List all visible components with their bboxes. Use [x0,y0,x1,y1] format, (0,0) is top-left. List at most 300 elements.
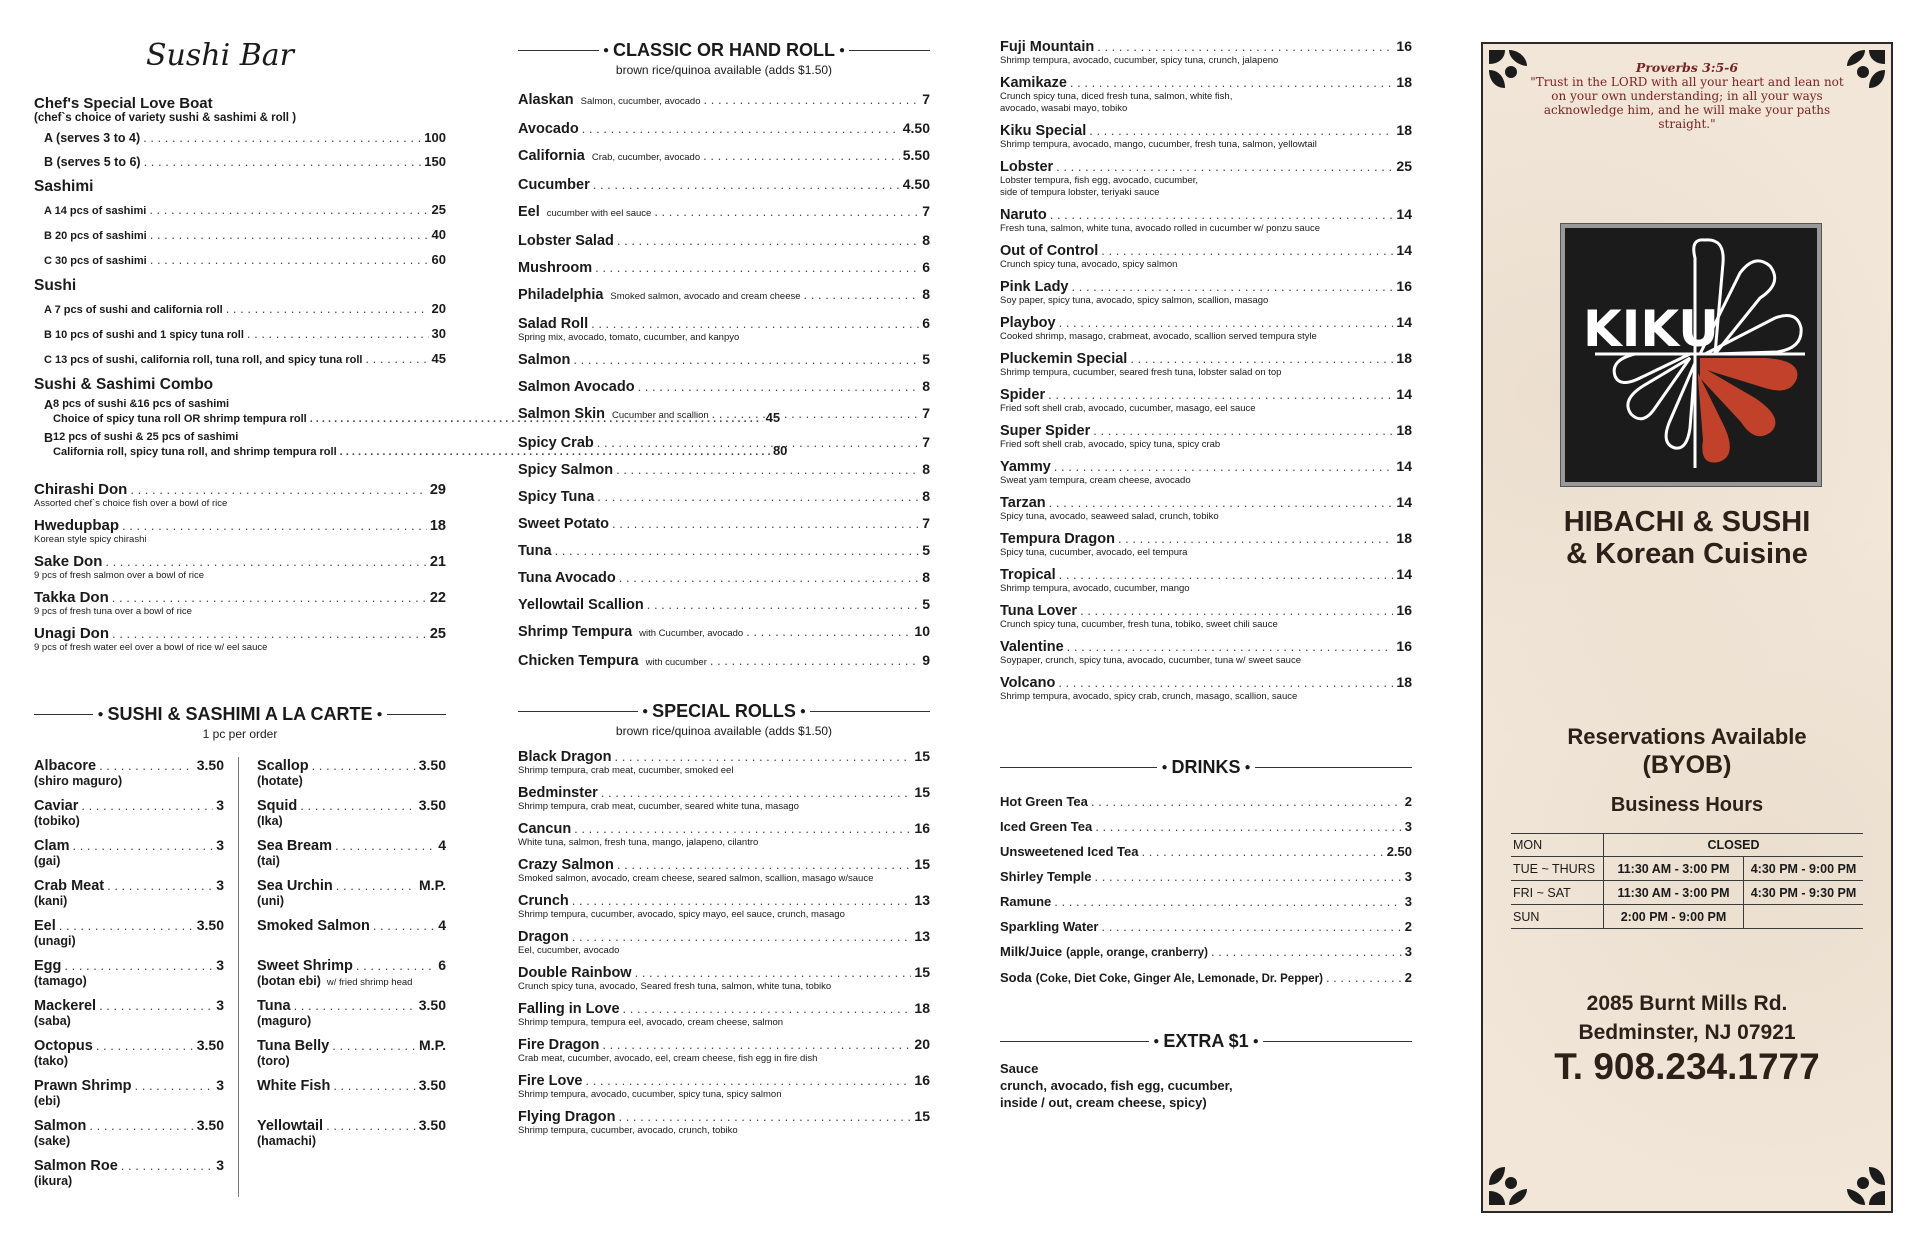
menu-item-row [1000,386,1412,403]
menu-item-row [518,542,930,559]
item-name: Bedminster [518,785,598,801]
restaurant-info-panel [1481,42,1893,1213]
item-price: 4 [438,837,446,853]
item-name: Crunch [518,893,569,909]
item-price: 8 [922,569,930,585]
extra-line: crunch, avocado, fish egg, cucumber, [1000,1078,1233,1093]
item-name: Unagi Don [34,625,109,642]
drink-item [1000,894,1412,910]
item-name: Philadelphia [518,287,604,303]
item-price: 3 [216,877,224,893]
drink-item [1000,944,1412,961]
leader-dots [143,130,421,146]
special-rolls-continued-column [1000,38,1412,1111]
don-item [34,518,446,546]
item-price: 20 [431,301,446,316]
item-name: Cucumber [518,177,590,193]
menu-item-row [34,1117,224,1134]
item-name: Fuji Mountain [1000,39,1095,55]
menu-item-row [257,957,446,974]
japanese-name: (ebi) [34,1094,61,1108]
leader-dots [597,489,919,505]
item-price: 14 [1396,458,1412,474]
menu-item-row [34,837,224,854]
item-name: Takka Don [34,589,109,606]
item-price: 2.50 [1386,844,1412,859]
item-price: M.P. [419,1037,446,1053]
menu-item-row [518,259,930,276]
leader-dots [1054,894,1401,910]
item-name: A 7 pcs of sushi and california roll [44,304,223,316]
item-name: Playboy [1000,315,1056,331]
menu-item-row [34,917,224,934]
item-price: 3.50 [418,997,446,1013]
japanese-name: (ikura) [34,1174,73,1188]
roll-description: Soypaper, crunch, spicy tuna, avocado, cucumber, tuna w/ sweet sauce [1000,655,1302,666]
item-price: 3.50 [196,1117,224,1133]
item-price: 3 [216,797,224,813]
leader-dots [602,1037,911,1053]
item-name: Sweet Potato [518,516,610,532]
leader-dots [704,92,920,108]
extra-line: inside / out, cream cheese, spicy) [1000,1095,1207,1110]
reservations-line2: (BYOB) [1642,751,1732,779]
alacarte-title: SUSHI & SASHIMI A LA CARTE [107,704,373,724]
leader-dots [1048,387,1393,403]
item-name: Shrimp Tempura [518,624,633,640]
restaurant-name [1483,506,1891,570]
roll-description-line2: side of tempura lobster, teriyaki sauce [1000,187,1160,198]
sashimi-list [34,202,446,269]
item-name: Sake Don [34,553,103,570]
hours-day: MON [1513,838,1543,852]
menu-item-row [518,434,930,451]
item-price: 16 [1396,602,1412,618]
special-roll-item [1000,158,1412,199]
menu-item-row [518,176,930,193]
menu-item-row [257,1077,446,1094]
item-price: 16 [914,820,930,836]
item-name: Unsweetened Iced Tea [1000,844,1139,859]
leader-dots [1211,944,1402,960]
leader-dots [638,379,920,395]
alacarte-item [257,957,446,987]
menu-item-row [1000,350,1412,367]
kiku-flower-icon [1565,228,1817,482]
japanese-name: (kani) [34,894,68,908]
item-price: 3.50 [418,1077,446,1093]
menu-item-row [257,877,446,894]
don-item [34,554,446,582]
roll-description-line2: avocado, wasabi mayo, tobiko [1000,103,1128,114]
alacarte-item [257,797,446,827]
leader-dots [1095,819,1402,835]
menu-item-row [1000,38,1412,55]
menu-item-row [518,91,930,110]
alacarte-item [257,877,446,907]
item-name: Eel [34,918,56,934]
item-price: 22 [429,590,446,606]
item-price: 3 [1404,819,1412,834]
alacarte-item [34,757,224,787]
menu-item-row [518,596,930,613]
item-price: 5 [922,596,930,612]
roll-description: Shrimp tempura, crab meat, cucumber, smoked eel [518,765,734,776]
item-price: 4 [438,917,446,933]
leader-dots [89,1118,193,1134]
leader-dots [1080,603,1393,619]
leader-dots [333,1078,415,1094]
menu-item-row [34,997,224,1014]
menu-item-row [34,518,446,534]
don-item [34,590,446,618]
item-description: (Coke, Diet Coke, Ginger Ale, Lemonade, Dr. Pepper) [1035,973,1323,985]
menu-item-row [518,315,930,332]
menu-item-row [44,326,446,343]
item-price: 18 [914,1000,930,1016]
menu-item-row [518,488,930,505]
special-roll-list-continued [1000,38,1412,703]
item-name: A (serves 3 to 4) [44,131,141,145]
menu-item-row [1000,819,1412,835]
leader-dots [112,590,427,606]
item-name: Yellowtail Scallion [518,597,644,613]
drinks-title: DRINKS [1171,757,1241,777]
item-name: Eel [518,204,540,220]
alacarte-item [34,1117,224,1147]
drink-item [1000,919,1412,935]
combo-heading: Sushi & Sashimi Combo [34,376,214,393]
item-name: Salmon [34,1118,87,1134]
reservations [1483,722,1891,780]
leader-dots [99,758,194,774]
item-price: 3.50 [196,1037,224,1053]
leader-dots [1050,207,1394,223]
classic-roll-item [518,147,930,166]
business-hours-table [1511,833,1863,929]
item-description: with Cucumber, avocado [639,628,744,639]
alacarte-left-column [34,757,239,1197]
leader-dots [1059,567,1394,583]
reservations-line1: Reservations Available [1567,724,1807,749]
item-name: Fire Love [518,1073,583,1089]
leader-dots [1101,243,1393,259]
item-name: Pink Lady [1000,279,1069,295]
leader-dots [1056,159,1393,175]
special-roll-item [518,928,930,957]
item-name: Prawn Shrimp [34,1078,132,1094]
combo-line2: California roll, spicy tuna roll, and shrimp tempura roll [53,446,337,458]
item-price: 7 [922,434,930,450]
menu-item-row [518,203,930,222]
item-name: Avocado [518,121,579,137]
item-price: 3 [216,957,224,973]
roll-description: Shrimp tempura, cucumber, seared fresh tuna, lobster salad on top [1000,367,1282,378]
leader-dots [99,998,213,1014]
menu-item-row [518,232,930,249]
don-description: 9 pcs of fresh salmon over a bowl of rice [34,570,205,581]
item-price: 3.50 [418,1117,446,1133]
leader-dots [1326,970,1402,986]
don-description: Assorted chef`s choice fish over a bowl of rice [34,498,228,509]
item-name: Shirley Temple [1000,869,1092,884]
menu-item-row [518,120,930,137]
item-name: Salmon Roe [34,1158,118,1174]
item-price: 18 [1396,122,1412,138]
item-name: Clam [34,838,70,854]
item-price: 14 [1396,386,1412,402]
menu-item-row [518,1108,930,1125]
hours-lunch: 2:00 PM - 9:00 PM [1603,905,1743,928]
menu-item-row [518,784,930,801]
menu-item-row [518,515,930,532]
item-name: Yellowtail [257,1118,324,1134]
alacarte-item [257,997,446,1027]
item-name: B (serves 5 to 6) [44,155,141,169]
classic-roll-item [518,378,930,395]
special-roll-list [518,748,930,1137]
leader-dots [804,287,920,303]
hours-day: FRI ~ SAT [1513,885,1571,900]
special-roll-item [1000,602,1412,631]
item-description: (apple, orange, cranberry) [1066,947,1209,959]
menu-item-row [518,461,930,478]
extra-header: ● EXTRA $1 ● [1000,1031,1412,1052]
menu-item-row [1000,794,1412,810]
hours-row [1511,833,1863,857]
item-description: Salmon, cucumber, avocado [580,96,701,107]
leader-dots [573,352,919,368]
menu-item-row [1000,944,1412,961]
roll-description: Shrimp tempura, tempura eel, avocado, cream cheese, salmon [518,1017,784,1028]
item-price: 2 [1404,970,1412,985]
drink-item [1000,869,1412,885]
item-name: Tempura Dragon [1000,531,1115,547]
alacarte-item [257,757,446,787]
item-description: with cucumber [645,657,707,668]
item-name: Spider [1000,387,1046,403]
hours-day: SUN [1513,909,1540,924]
hours-dinner: 4:30 PM - 9:30 PM [1743,881,1863,904]
drinks-header: ● DRINKS ● [1000,757,1412,778]
menu-item-row [257,997,446,1014]
menu-item-row [518,569,930,586]
roll-description: Sweat yam tempura, cream cheese, avocado [1000,475,1191,486]
item-price: 20 [914,1036,930,1052]
alacarte-item [34,1157,224,1187]
sushi-list [34,301,446,368]
menu-item-row [518,820,930,837]
leader-dots [1097,39,1393,55]
menu-item-row [1000,206,1412,223]
leader-dots [1101,919,1401,935]
classic-roll-item [518,569,930,586]
special-roll-item [1000,638,1412,667]
item-price: 7 [922,203,930,219]
item-price: 5.50 [902,147,930,163]
roll-description: Crab meat, cucumber, avocado, eel, cream cheese, fish egg in fire dish [518,1053,818,1064]
item-price: 4.50 [902,176,930,192]
item-price: 3 [216,1077,224,1093]
japanese-name: (shiro maguro) [34,774,123,788]
leader-dots [647,597,919,613]
special-roll-item [1000,74,1412,115]
leader-dots [591,316,919,332]
hours-lunch: 11:30 AM - 3:00 PM [1603,881,1743,904]
hours-day: TUE ~ THURS [1513,861,1596,876]
menu-item-row [257,917,446,934]
japanese-name: (gai) [34,854,61,868]
alacarte-item [257,837,446,867]
leader-dots [1049,495,1394,511]
leader-dots [112,626,427,642]
item-price: 6 [922,315,930,331]
item-name: Yammy [1000,459,1051,475]
item-name: Black Dragon [518,749,612,765]
menu-item-row [257,837,446,854]
roll-description: Shrimp tempura, crab meat, cucumber, seared white tuna, masago [518,801,799,812]
special-roll-item [1000,206,1412,235]
special-roll-item [1000,566,1412,595]
japanese-name: (unagi) [34,934,76,948]
item-name: Flying Dragon [518,1109,616,1125]
leader-dots [326,1118,416,1134]
menu-item-row [34,590,446,606]
leader-dots [616,462,919,478]
special-roll-item [518,856,930,885]
item-price: 8 [922,286,930,302]
item-name: Hot Green Tea [1000,794,1088,809]
item-price: 14 [1396,314,1412,330]
classic-roll-item [518,488,930,505]
leader-dots [81,798,213,814]
don-description: 9 pcs of fresh tuna over a bowl of rice [34,606,192,617]
leader-dots [1095,869,1402,885]
menu-item-row [34,757,224,774]
special-roll-item [1000,458,1412,487]
item-name: Sea Urchin [257,878,333,894]
item-price: 15 [914,748,930,764]
special-header: ● SPECIAL ROLLS ● [518,701,930,722]
item-name: Crab Meat [34,878,105,894]
alacarte-item [257,1117,446,1147]
leader-dots [312,758,416,774]
item-name: Tuna [257,998,291,1014]
item-price: 18 [1396,674,1412,690]
leader-dots [149,202,428,218]
leader-dots [121,1158,213,1174]
classic-roll-item [518,203,930,222]
japanese-name: (hamachi) [257,1134,317,1148]
item-price: 3.50 [196,757,224,773]
combo-line1: 12 pcs of sushi & 25 pcs of sashimi [53,431,239,443]
item-name: Egg [34,958,62,974]
item-price: 6 [922,259,930,275]
alacarte-item [34,797,224,827]
leader-dots [72,838,213,854]
leader-dots [654,204,919,220]
leader-dots [635,965,912,981]
leader-dots [614,749,911,765]
phone-number[interactable]: T. 908.234.1777 [1554,1046,1820,1087]
flower-corner-icon [1845,1165,1887,1207]
menu-item-row [1000,869,1412,885]
item-name: Tuna [518,543,552,559]
leader-dots [336,878,416,894]
leader-dots [612,516,919,532]
combo-line1: 8 pcs of sushi &16 pcs of sashimi [53,398,230,410]
japanese-name: (maguro) [257,1014,312,1028]
item-price: 8 [922,461,930,477]
special-roll-item [1000,530,1412,559]
item-name: Soda [1000,970,1032,985]
drink-item [1000,794,1412,810]
hours-row [1511,905,1863,929]
item-name: Valentine [1000,639,1064,655]
item-name: Volcano [1000,675,1056,691]
leader-dots [572,893,912,909]
rolls-column [518,30,930,1144]
menu-item-row [44,154,446,170]
item-name: Pluckemin Special [1000,351,1128,367]
leader-dots [130,482,427,498]
roll-description: Shrimp tempura, avocado, cucumber, spicy tuna, spicy salmon [518,1089,782,1100]
item-price: 40 [431,227,446,242]
menu-item-row [44,202,446,219]
item-price: 29 [429,482,446,498]
alacarte-item [34,917,224,947]
item-description: Smoked salmon, avocado and cream cheese [610,291,801,302]
roll-description: Fried soft shell crab, avocado, cucumber, masago, eel sauce [1000,403,1256,414]
menu-item-row [518,286,930,305]
special-roll-item [518,892,930,921]
japanese-name: (tai) [257,854,280,868]
leader-dots [601,785,912,801]
alacarte-item [34,997,224,1027]
special-roll-item [1000,422,1412,451]
special-roll-item [1000,314,1412,343]
chefs-special-subtitle: (chef`s choice of variety sushi & sashimi & roll ) [34,112,297,124]
item-price: 21 [429,554,446,570]
item-name: Ramune [1000,894,1052,909]
menu-item-row [257,757,446,774]
alacarte-item [34,957,224,987]
item-name: Sparkling Water [1000,919,1099,934]
item-name: Smoked Salmon [257,918,370,934]
leader-dots [59,918,194,934]
menu-item-row [1000,494,1412,511]
chefs-special-list [34,130,446,170]
don-item [34,482,446,510]
menu-item-row [518,147,930,166]
item-name: Sweet Shrimp [257,958,353,974]
item-name: Mushroom [518,260,593,276]
item-price: 8 [922,488,930,504]
roll-description: Shrimp tempura, avocado, cucumber, mango [1000,583,1190,594]
special-roll-item [518,1108,930,1137]
leader-dots [595,260,919,276]
item-price: 16 [1396,278,1412,294]
item-price: M.P. [419,877,446,893]
leader-dots [1093,423,1393,439]
hours-dinner: 4:30 PM - 9:00 PM [1743,857,1863,880]
item-price: 7 [922,515,930,531]
menu-item-row [34,482,446,498]
item-name: Chicken Tempura [518,653,639,669]
menu-item-row [518,748,930,765]
combo-price: 45 [765,410,781,425]
leader-dots [335,838,435,854]
